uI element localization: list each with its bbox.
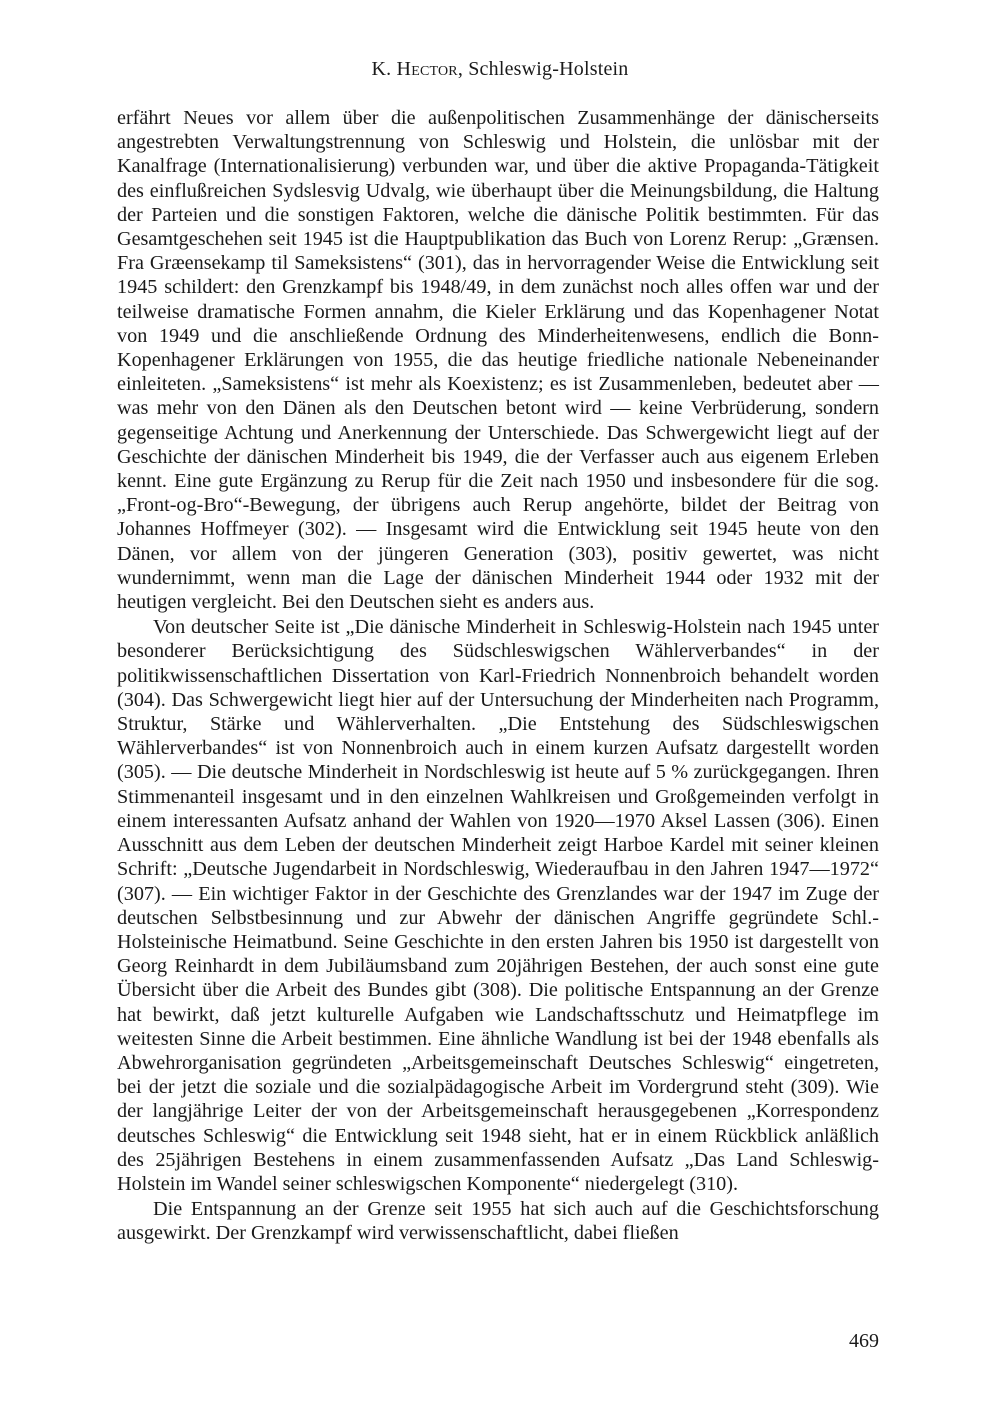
running-head	[0, 58, 1000, 81]
author-surname: Hector	[396, 58, 458, 80]
body-text	[117, 106, 879, 1246]
header-region: Schleswig-Holstein	[468, 58, 629, 80]
paragraph-2: Von deutscher Seite ist „Die dänische Minderheit in Schleswig-Holstein nach 1945 unter besonderer Berücksichtigung des Südschleswigschen Wählerverbandes“ in der politikwissenschaftlichen Dissertation von Karl-Friedrich Nonnenbroich behandelt worden (304). Das Schwergewicht liegt hier auf der Untersuchung der Minderheiten nach Programm, Struktur, Stärke und Wählerverhalten. „Die Entstehung des Südschleswigschen Wählerverbandes“ ist von Nonnenbroich auch in einem kurzen Aufsatz dargestellt worden (305). — Die deutsche Minderheit in Nordschleswig ist heute auf 5 % zurückgegangen. Ihren Stimmenanteil insgesamt und in den einzelnen Wahlkreisen und Großgemeinden verfolgt in einem interessanten Aufsatz anhand der Wahlen von 1920—1970 Aksel Lassen (306). Einen Ausschnitt aus dem Leben der deutschen Minderheit zeigt Harboe Kardel mit seiner kleinen Schrift: „Deutsche Jugendarbeit in Nordschleswig, Wiederaufbau in den Jahren 1947—1972“ (307). — Ein wichtiger Faktor in der Geschichte des Grenzlandes war der 1947 im Zuge der deutschen Selbstbesinnung und zur Abwehr der dänischen Angriffe gegründete Schl.-Holsteinische Heimatbund. Seine Geschichte in den ersten Jahren bis 1950 ist dargestellt von Georg Reinhardt in dem Jubiläumsband zum 20jährigen Bestehen, der auch sonst eine gute Übersicht über die Arbeit des Bundes gibt (308). Die politische Entspannung an der Grenze hat bewirkt, daß jetzt kulturelle Aufgaben wie Landschaftsschutz und Heimatpflege im weitesten Sinne die Arbeit bestimmen. Eine ähnliche Wandlung ist bei der 1948 ebenfalls als Abwehrorganisation gegründeten „Arbeitsgemeinschaft Deutsches Schleswig“ eingetreten, bei der jetzt die soziale und die sozialpädagogische Arbeit im Vordergrund steht (309). Wie der langjährige Leiter der von der Arbeitsgemeinschaft herausgegebenen „Korrespondenz deutsches Schleswig“ die Entwicklung seit 1948 sieht, hat er in einem Rückblick anläßlich des 25jährigen Bestehens in einem zusammenfassenden Aufsatz „Das Land Schleswig-Holstein im Wandel seiner schleswigschen Komponente“ niedergelegt (310).	[117, 616, 879, 1195]
header-separator: ,	[457, 58, 464, 80]
page-number: 469	[849, 1330, 879, 1352]
author-initial: K.	[371, 58, 392, 80]
paragraph-1: erfährt Neues vor allem über die außenpolitischen Zusammenhänge der dänischerseits angestrebten Verwaltungstrennung von Schleswig und Holstein, die unlösbar mit der Kanalfrage (Internationalisierung) verbunden war, und über die aktive Propaganda-Tätigkeit des einflußreichen Sydslesvig Udvalg, wie überhaupt über die Meinungsbildung, die Haltung der Parteien und die sonstigen Faktoren, welche die dänische Politik bestimmten. Für das Gesamtgeschehen seit 1945 ist die Hauptpublikation das Buch von Lorenz Rerup: „Grænsen. Fra Græensekamp til Sameksistens“ (301), das in hervorragender Weise die Entwicklung seit 1945 schildert: den Grenzkampf bis 1948/49, in dem zunächst noch alles offen war und der teilweise dramatische Formen annahm, die Kieler Erklärung und das Kopenhagener Notat von 1949 und die anschließende Ordnung des Minderheitenwesens, endlich die Bonn-Kopenhagener Erklärungen von 1955, die das heutige friedliche nationale Nebeneinander einleiteten. „Sameksistens“ ist mehr als Koexistenz; es ist Zusammenleben, bedeutet aber — was mehr von den Dänen als den Deutschen betont wird — keine Verbrüderung, sondern gegenseitige Achtung und Anerkennung der Unterschiede. Das Schwergewicht liegt auf der Geschichte der dänischen Minderheit bis 1949, die der Verfasser auch aus eigenem Erleben kennt. Eine gute Ergänzung zu Rerup für die Zeit nach 1950 und insbesondere für die sog. „Front-og-Bro“-Bewegung, der übrigens auch Rerup angehörte, bildet der Beitrag von Johannes Hoffmeyer (302). — Insgesamt wird die Entwicklung seit 1945 heute von den Dänen, vor allem von der jüngeren Generation (303), positiv gewertet, was nicht wundernimmt, wenn man die Lage der dänischen Minderheit 1944 oder 1932 mit der heutigen vergleicht. Bei den Deutschen sieht es anders aus.	[117, 107, 879, 614]
paragraph-3: Die Entspannung an der Grenze seit 1955 hat sich auch auf die Geschichtsforschung ausgewirkt. Der Grenzkampf wird verwissenschaftlicht, dabei fließen	[117, 1198, 879, 1245]
